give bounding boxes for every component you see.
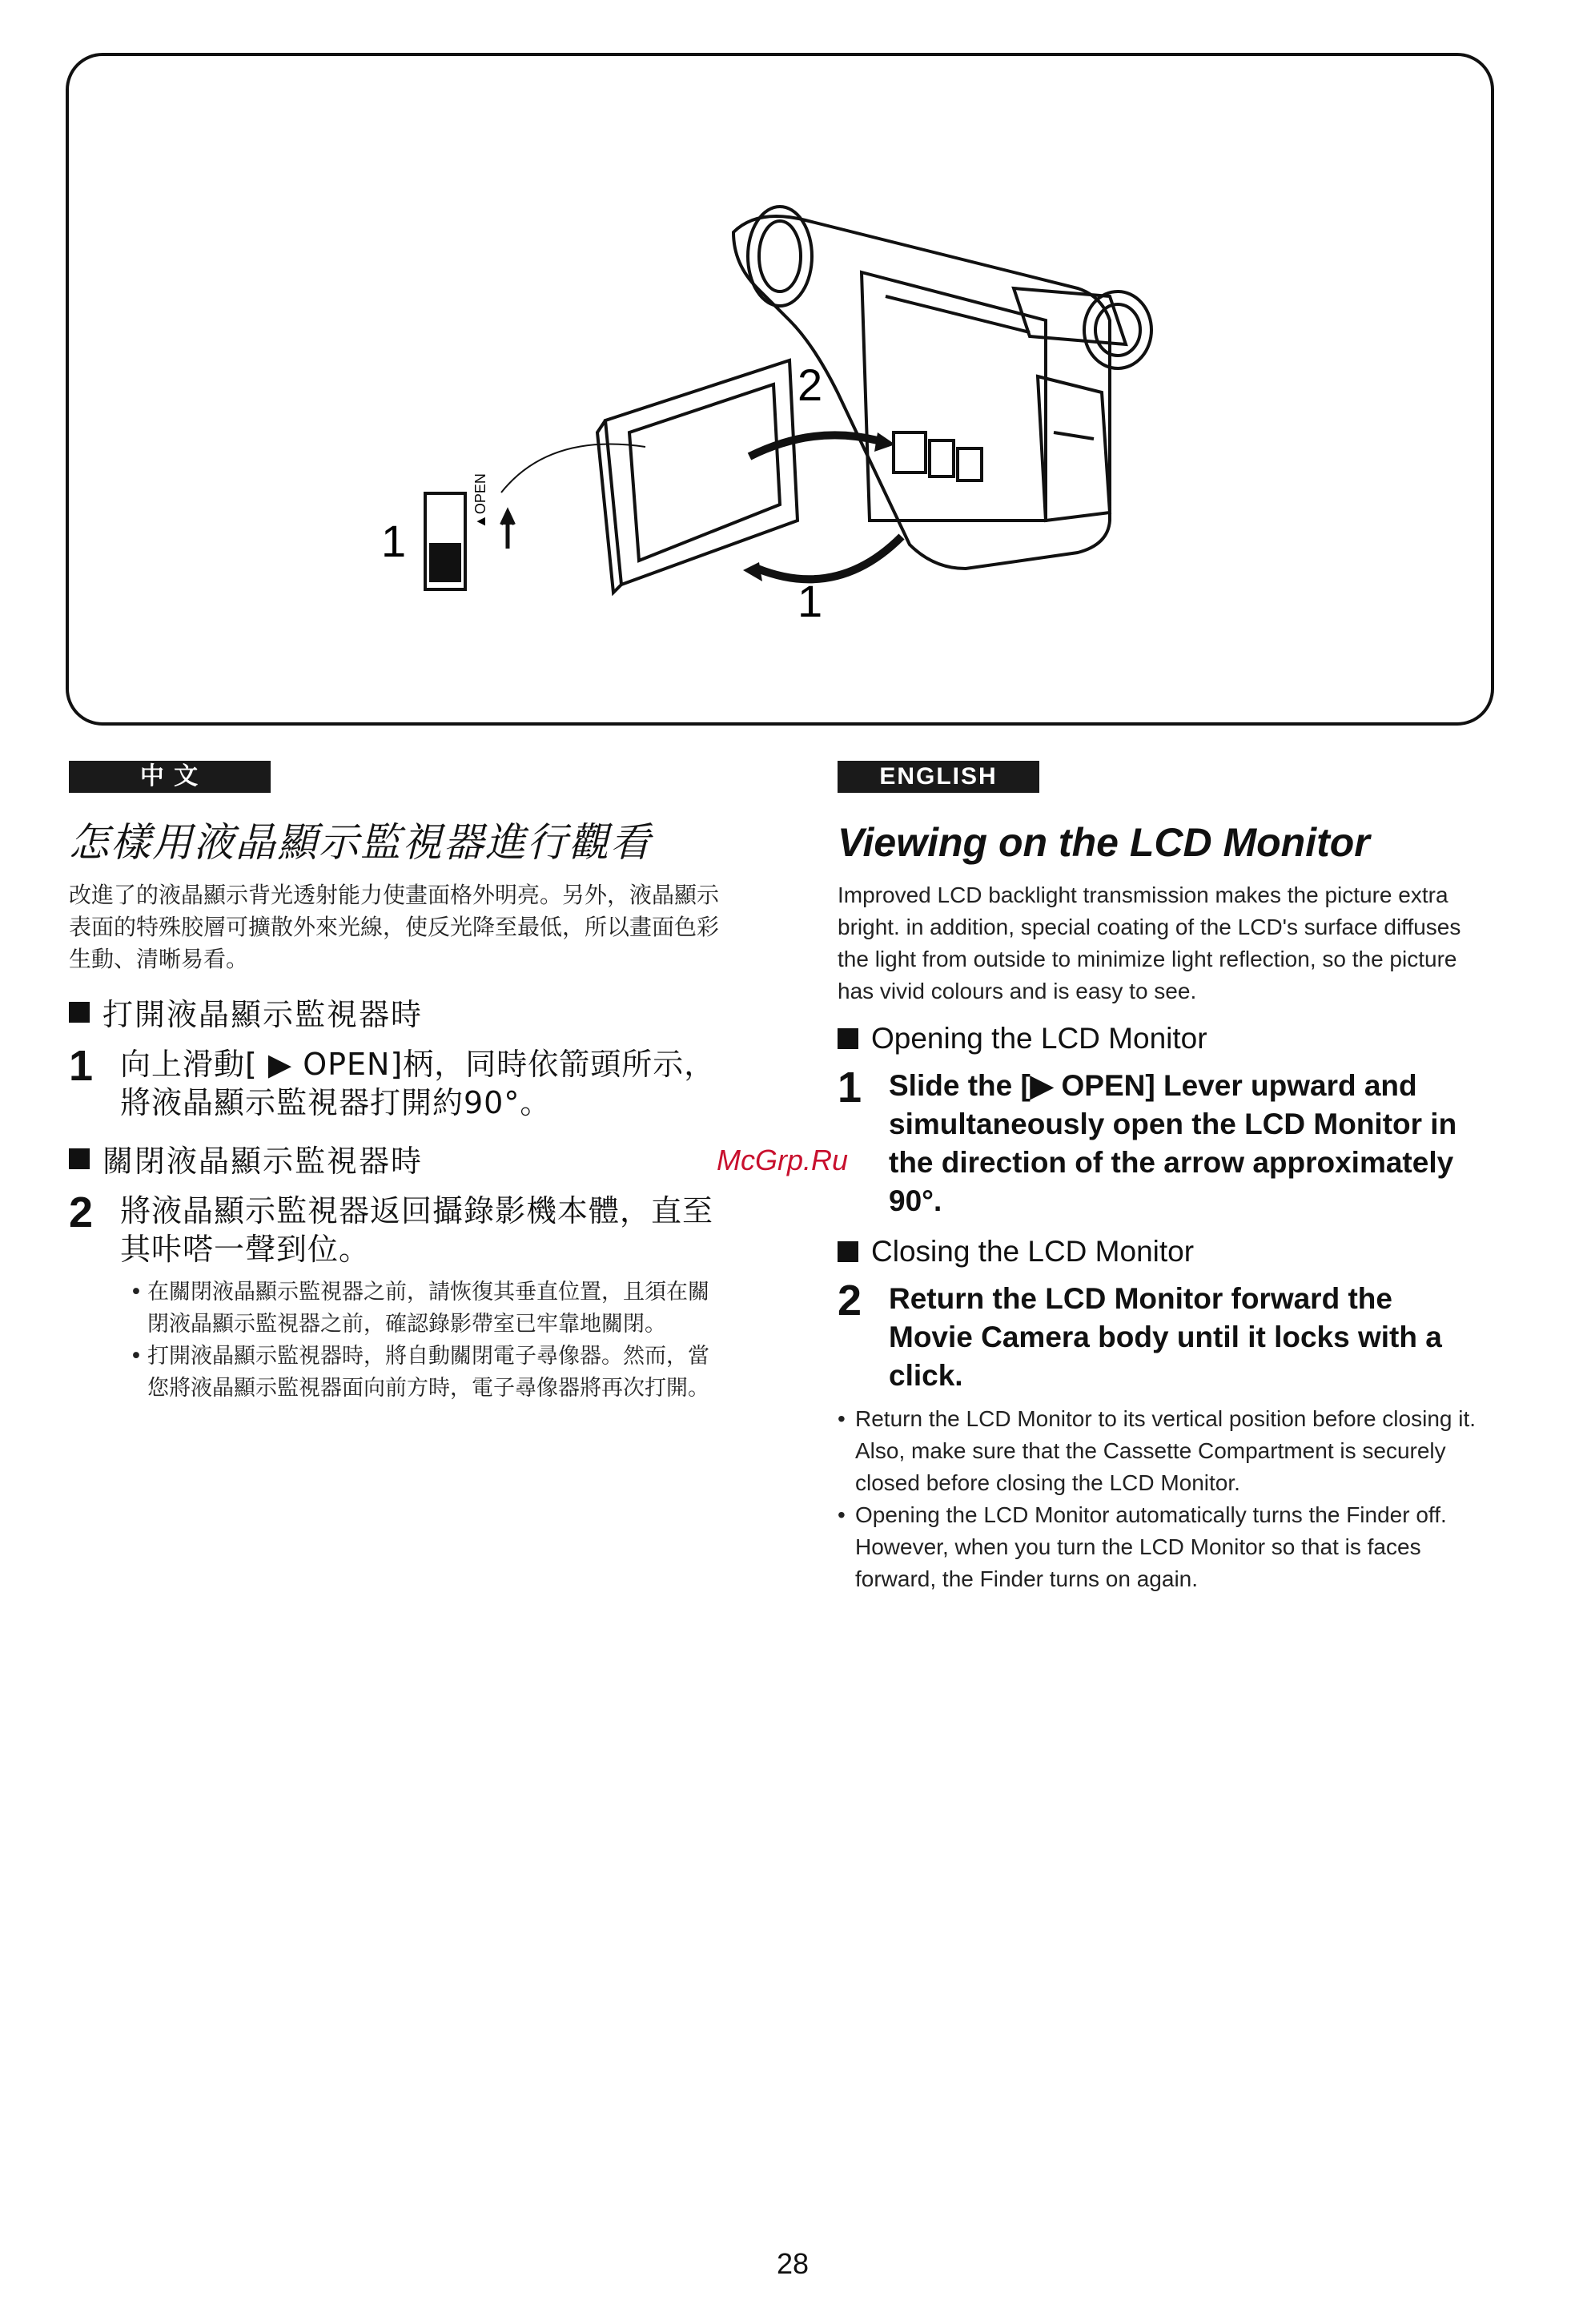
chinese-notes — [69, 1277, 725, 1405]
english-note-1: • Return the LCD Monitor to its vertical position before closing it. Also, make sure that the Cassette Compartment is securely closed before closing the LCD Monitor. — [838, 1403, 1478, 1499]
square-bullet-icon — [69, 1002, 90, 1023]
camcorder-illustration — [69, 56, 1497, 729]
english-intro: Improved LCD backlight transmission makes the picture extra bright. in addition, special coating of the LCD's surface diffuses the light from outside to minimize light reflection, so the picture has vivid colours and is easy to see. — [838, 883, 1461, 1003]
chinese-step-2: 2 將液晶顯示監視器返回攝錄影機本體，直至其咔嗒一聲到位。 — [69, 1188, 714, 1267]
chinese-title: 怎樣用液晶顯示監視器進行觀看 — [69, 819, 652, 866]
chinese-intro: 改進了的液晶顯示背光透射能力使畫面格外明亮。另外，液晶顯示表面的特殊胶層可擴散外來光線，使反光降至最低，所以畫面色彩生動、清晰易看。 — [69, 882, 720, 972]
open-lever-label: ▲OPEN — [472, 473, 488, 529]
english-section-tag: ENGLISH — [838, 761, 1039, 793]
illustration-frame — [66, 53, 1494, 726]
camcorder-drawing — [425, 207, 1151, 593]
chinese-column — [69, 817, 725, 1405]
chinese-closing-heading: 關閉液晶顯示監視器時 — [69, 1136, 725, 1180]
chinese-opening-heading: 打開液晶顯示監視器時 — [69, 990, 725, 1034]
chinese-note-1: • 在關閉液晶顯示監視器之前，請恢復其垂直位置，且須在關閉液晶顯示監視器之前，確認錄影帶室已牢靠地關閉。 — [130, 1277, 725, 1341]
callout-1-bottom: 1 — [798, 576, 823, 626]
english-step-1: 1 Slide the [▶ OPEN] Lever upward and simultaneously open the LCD Monitor in the direction of the arrow approximately 90°. — [838, 1063, 1457, 1217]
english-column — [838, 817, 1478, 1595]
chinese-step-1: 1 向上滑動[ ▶ OPEN]柄，同時依箭頭所示，將液晶顯示監視器打開約90°。 — [69, 1042, 716, 1120]
english-step-2: 2 Return the LCD Monitor forward the Movie Camera body until it locks with a click. — [838, 1277, 1442, 1392]
chinese-section-tag: 中 文 — [69, 761, 271, 793]
square-bullet-icon — [838, 1241, 858, 1262]
square-bullet-icon — [838, 1028, 858, 1049]
english-title: Viewing on the LCD Monitor — [838, 820, 1370, 865]
callout-1-left: 1 — [381, 516, 407, 566]
english-notes — [838, 1403, 1478, 1595]
square-bullet-icon — [69, 1148, 90, 1169]
page-number: 28 — [776, 2247, 810, 2280]
english-opening-heading: Opening the LCD Monitor — [838, 1022, 1478, 1055]
english-closing-heading: Closing the LCD Monitor — [838, 1235, 1478, 1269]
callout-2: 2 — [798, 360, 823, 410]
chinese-note-2: • 打開液晶顯示監視器時，將自動關閉電子尋像器。然而，當您將液晶顯示監視器面向前方時，電子尋像器將再次打開。 — [130, 1341, 725, 1405]
watermark: McGrp.Ru — [717, 1144, 849, 1176]
english-note-2: • Opening the LCD Monitor automatically turns the Finder off. However, when you turn the LCD Monitor so that is faces forward, the Finder turns on again. — [838, 1499, 1478, 1595]
